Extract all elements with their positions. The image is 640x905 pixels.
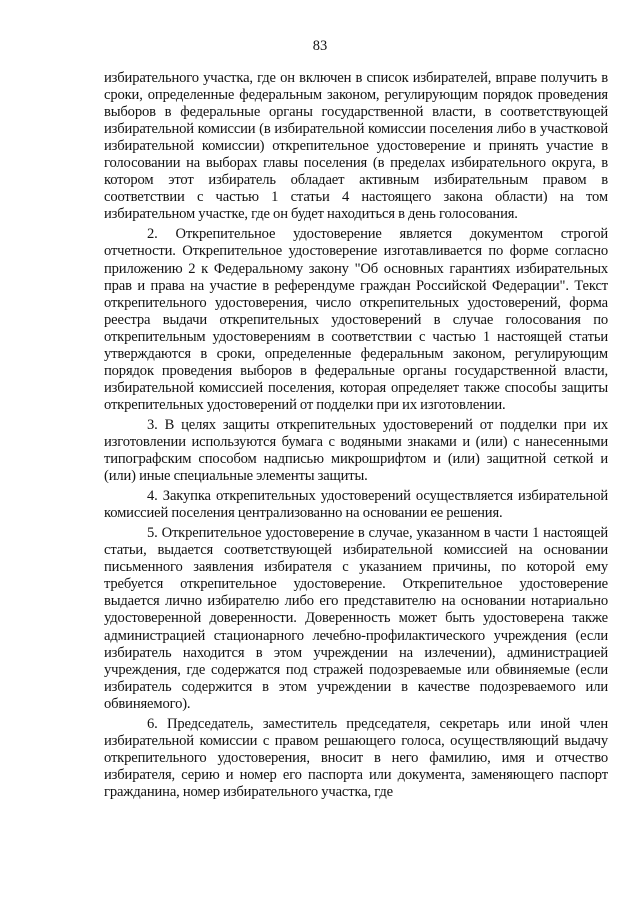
paragraph-2: 2. Открепительное удостоверение является документом строгой отчетности. Открепительное удостоверение изготавливается по форме согласно приложению 2 к Федеральному закону "Об основных гарантиях избирательных прав и права на участие в референдуме граждан Российской Федерации". Текст открепительного удостоверения, число открепительных удостоверений, форма реестра выдачи открепительных удостоверений в случае голосования по открепительным удостоверениям в соответствии с частью 1 настоящей статьи утверждаются в сроки, определенные федеральным законом, регулирующим порядок проведения выборов в федеральные органы государственной власти, избирательной комиссией поселения, которая определяет также способы защиты открепительных удостоверений от подделки при их изготовлении. (104, 226, 608, 413)
paragraph-4: 4. Закупка открепительных удостоверений осуществляется избирательной комиссией поселения централизованно на основании ее решения. (104, 488, 608, 522)
document-body (104, 70, 608, 801)
page-number: 83 (312, 38, 328, 54)
paragraph-continuation: избирательного участка, где он включен в список избирателей, вправе получить в сроки, определенные федеральным законом, регулирующим порядок проведения выборов в федеральные органы государственной власти, в соответствующей избирательной комиссии (в избирательной комиссии поселения либо в участковой избирательной комиссии) открепительное удостоверение и принять участие в голосовании на выборах главы поселения (в пределах избирательного округа, в котором этот избиратель обладает активным избирательным правом в соответствии с частью 1 статьи 4 настоящего закона области) на том избирательном участке, где он будет находиться в день голосования. (104, 70, 608, 223)
paragraph-3: 3. В целях защиты открепительных удостоверений от подделки при их изготовлении используются бумага с водяными знаками и (или) с нанесенными типографским способом надписью микрошрифтом и (или) защитной сеткой и (или) иные специальные элементы защиты. (104, 416, 608, 485)
paragraph-5: 5. Открепительное удостоверение в случае, указанном в части 1 настоящей статьи, выдается соответствующей избирательной комиссией на основании письменного заявления избирателя с указанием причины, по которой ему требуется открепительное удостоверение. Открепительное удостоверение выдается лично избирателю либо его представителю на основании нотариально удостоверенной доверенности. Доверенность может быть удостоверена также администрацией стационарного лечебно-профилактического учреждения (если избиратель находится в этом учреждении на излечении), администрацией учреждения, где содержатся под стражей подозреваемые или обвиняемые (если избиратель содержится в этом учреждении в качестве подозреваемого или обвиняемого). (104, 525, 608, 712)
paragraph-6: 6. Председатель, заместитель председателя, секретарь или иной член избирательной комиссии с правом решающего голоса, осуществляющий выдачу открепительного удостоверения, вносит в него фамилию, имя и отчество избирателя, серию и номер его паспорта или документа, заменяющего паспорт гражданина, номер избирательного участка, где (104, 715, 608, 800)
